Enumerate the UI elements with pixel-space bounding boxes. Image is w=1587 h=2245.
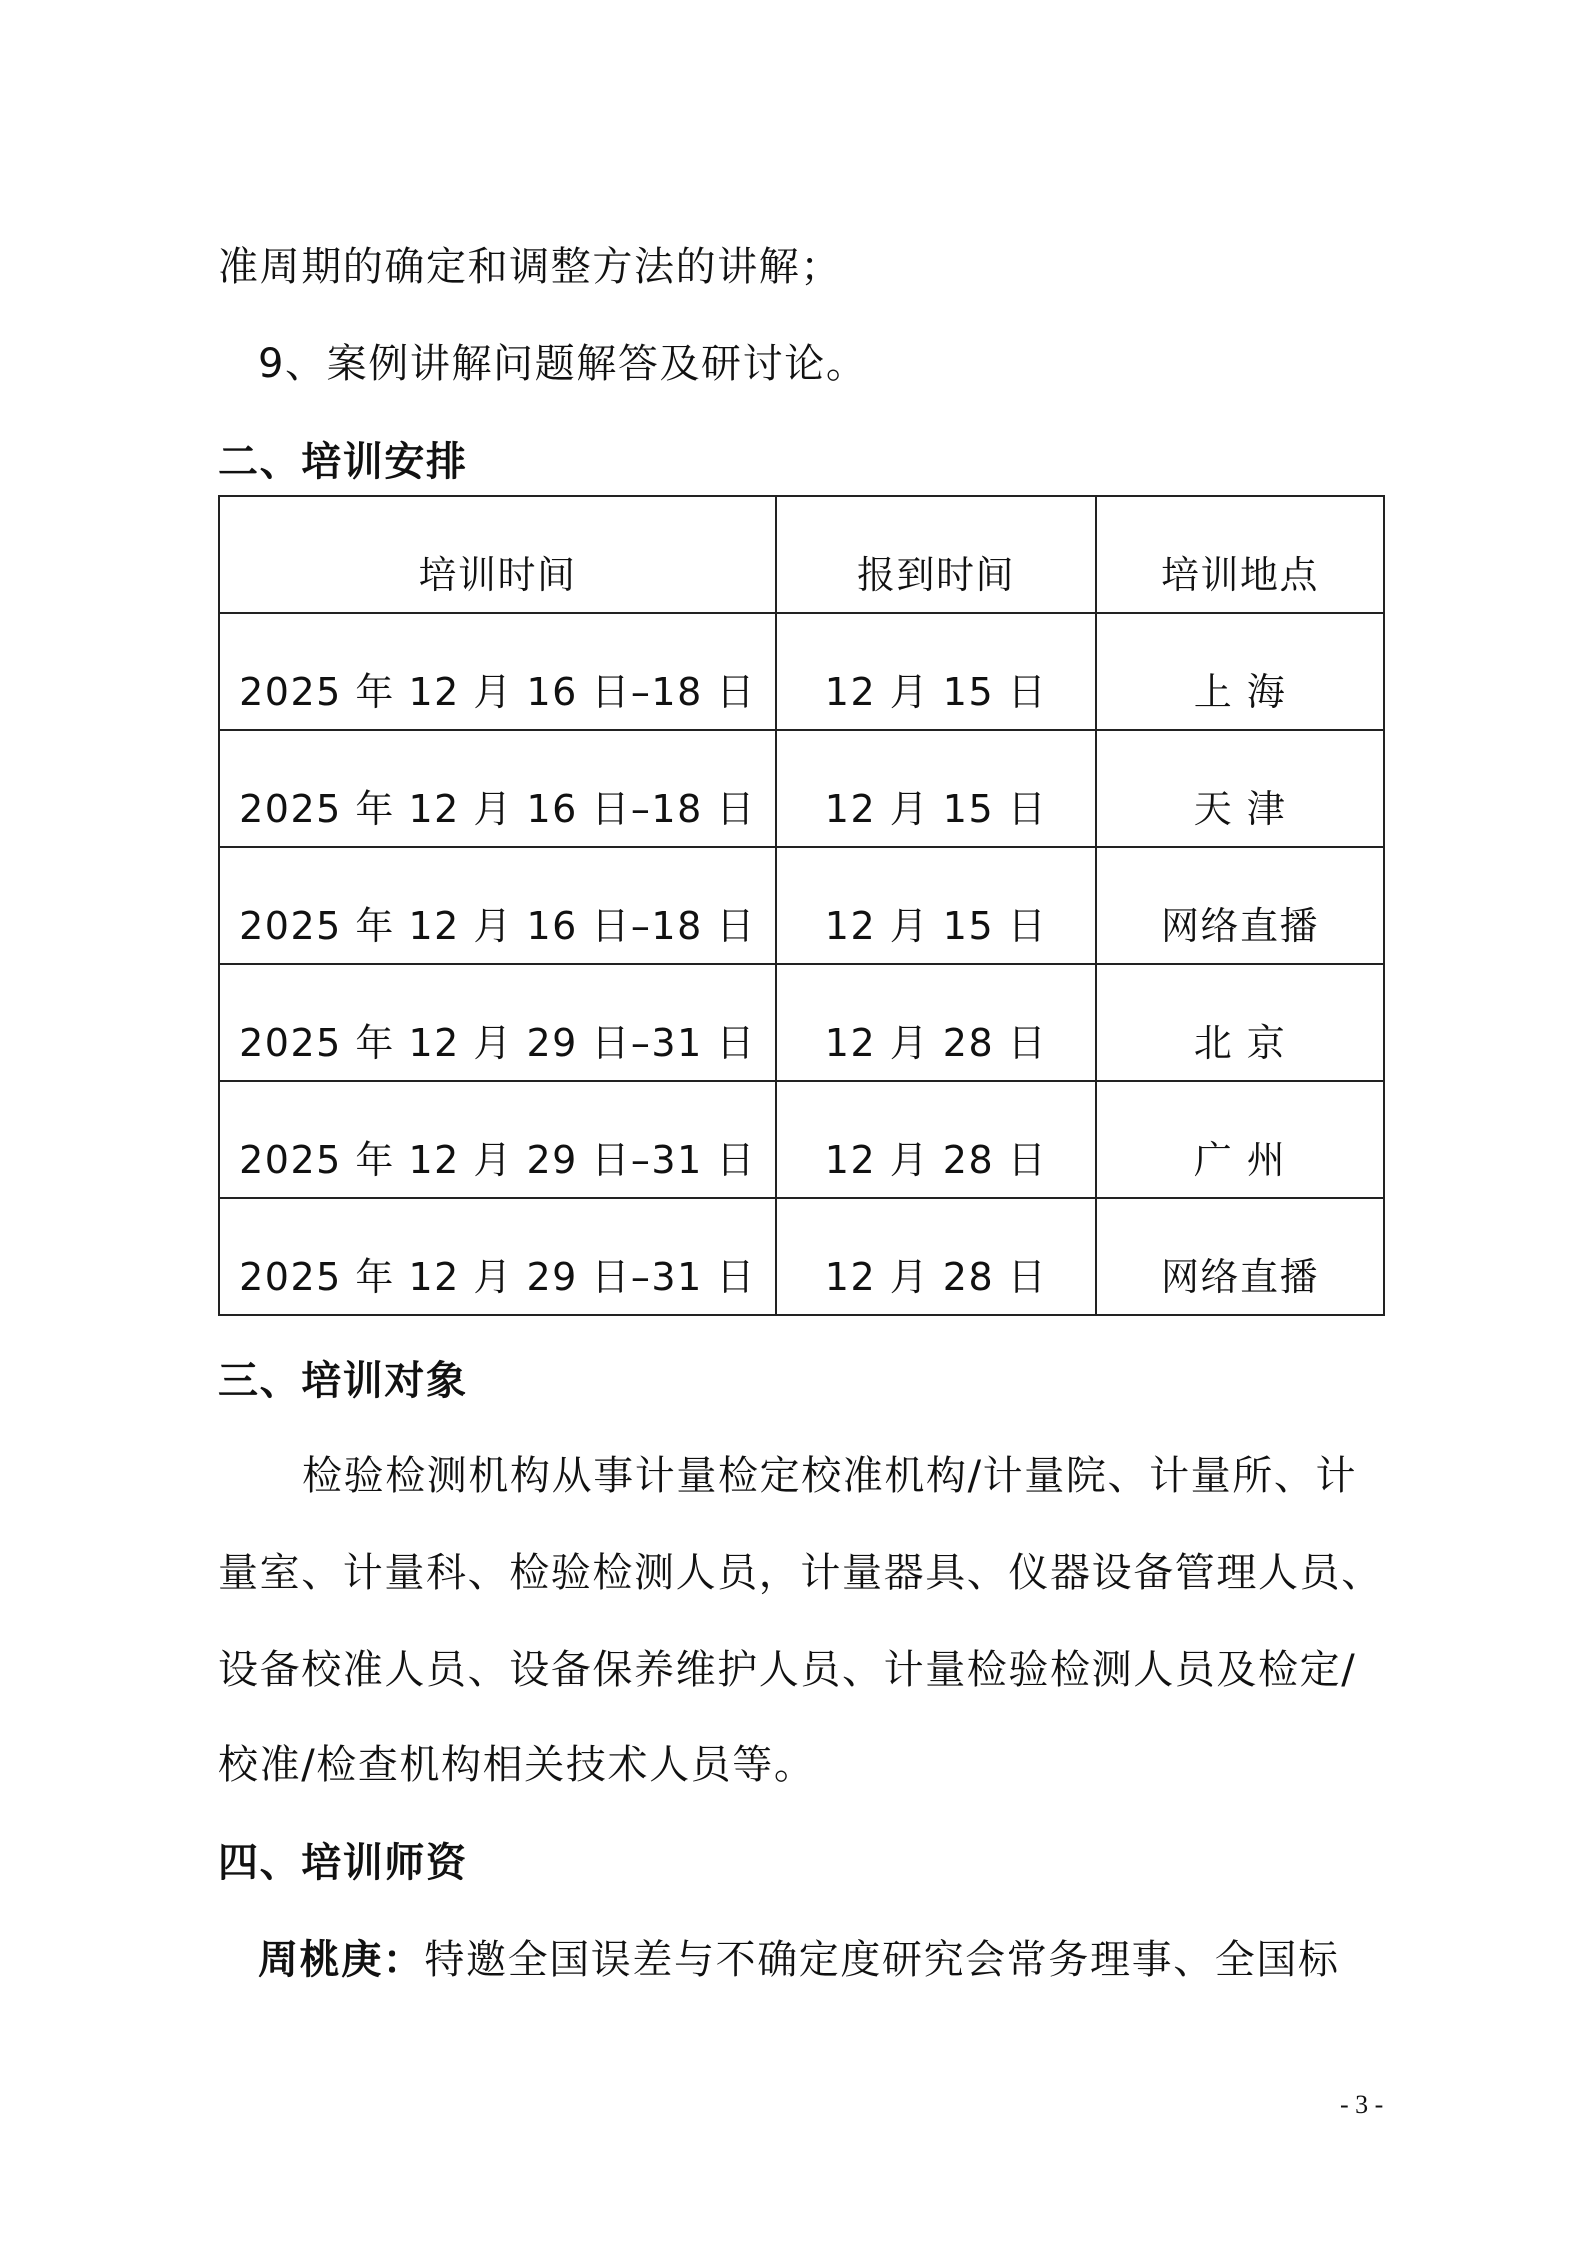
checkin-date-cell: 12 月 28 日 [776,1081,1096,1198]
checkin-date-cell: 12 月 28 日 [776,964,1096,1081]
training-date-cell: 2025 年 12 月 16 日–18 日 [219,847,776,964]
instructor-name: 周桃庚： [258,1937,425,1983]
location-cell: 网络直播 [1096,847,1384,964]
training-date-cell: 2025 年 12 月 16 日–18 日 [219,730,776,847]
table-header-row [219,496,1384,613]
location-cell: 天 津 [1096,730,1384,847]
paragraph-line: 准周期的确定和调整方法的讲解； [218,244,842,290]
location-cell: 广 州 [1096,1081,1384,1198]
schedule-table [218,495,1385,1316]
training-date-cell: 2025 年 12 月 16 日–18 日 [219,613,776,730]
instructor-description: 特邀全国误差与不确定度研究会常务理事、全国标 [424,1937,1340,1983]
training-date-cell: 2025 年 12 月 29 日–31 日 [219,1198,776,1315]
instructor-line [258,1932,1340,1988]
table-row [219,730,1384,847]
checkin-date-cell: 12 月 28 日 [776,1198,1096,1315]
section-heading-instructors: 四、培训师资 [218,1840,468,1886]
section-heading-audience: 三、培训对象 [218,1358,468,1404]
header-cell: 报到时间 [776,496,1096,613]
list-item-9: 9、案例讲解问题解答及研讨论。 [258,341,868,387]
location-cell: 网络直播 [1096,1198,1384,1315]
location-cell: 北 京 [1096,964,1384,1081]
header-cell: 培训时间 [219,496,776,613]
header-cell: 培训地点 [1096,496,1384,613]
checkin-date-cell: 12 月 15 日 [776,613,1096,730]
location-cell: 上 海 [1096,613,1384,730]
table-row [219,613,1384,730]
page-number: - 3 - [1340,2090,1384,2119]
table-row [219,847,1384,964]
training-date-cell: 2025 年 12 月 29 日–31 日 [219,1081,776,1198]
checkin-date-cell: 12 月 15 日 [776,730,1096,847]
paragraph-line: 校准/检查机构相关技术人员等。 [218,1742,816,1788]
paragraph-line: 设备校准人员、设备保养维护人员、计量检验检测人员及检定/ [218,1647,1357,1693]
paragraph-line: 量室、计量科、检验检测人员，计量器具、仪器设备管理人员、 [218,1550,1383,1596]
paragraph-line: 检验检测机构从事计量检定校准机构/计量院、计量所、计 [302,1453,1358,1499]
table-row [219,1081,1384,1198]
checkin-date-cell: 12 月 15 日 [776,847,1096,964]
table-row [219,1198,1384,1315]
training-date-cell: 2025 年 12 月 29 日–31 日 [219,964,776,1081]
section-heading-schedule: 二、培训安排 [218,439,468,485]
table-row [219,964,1384,1081]
